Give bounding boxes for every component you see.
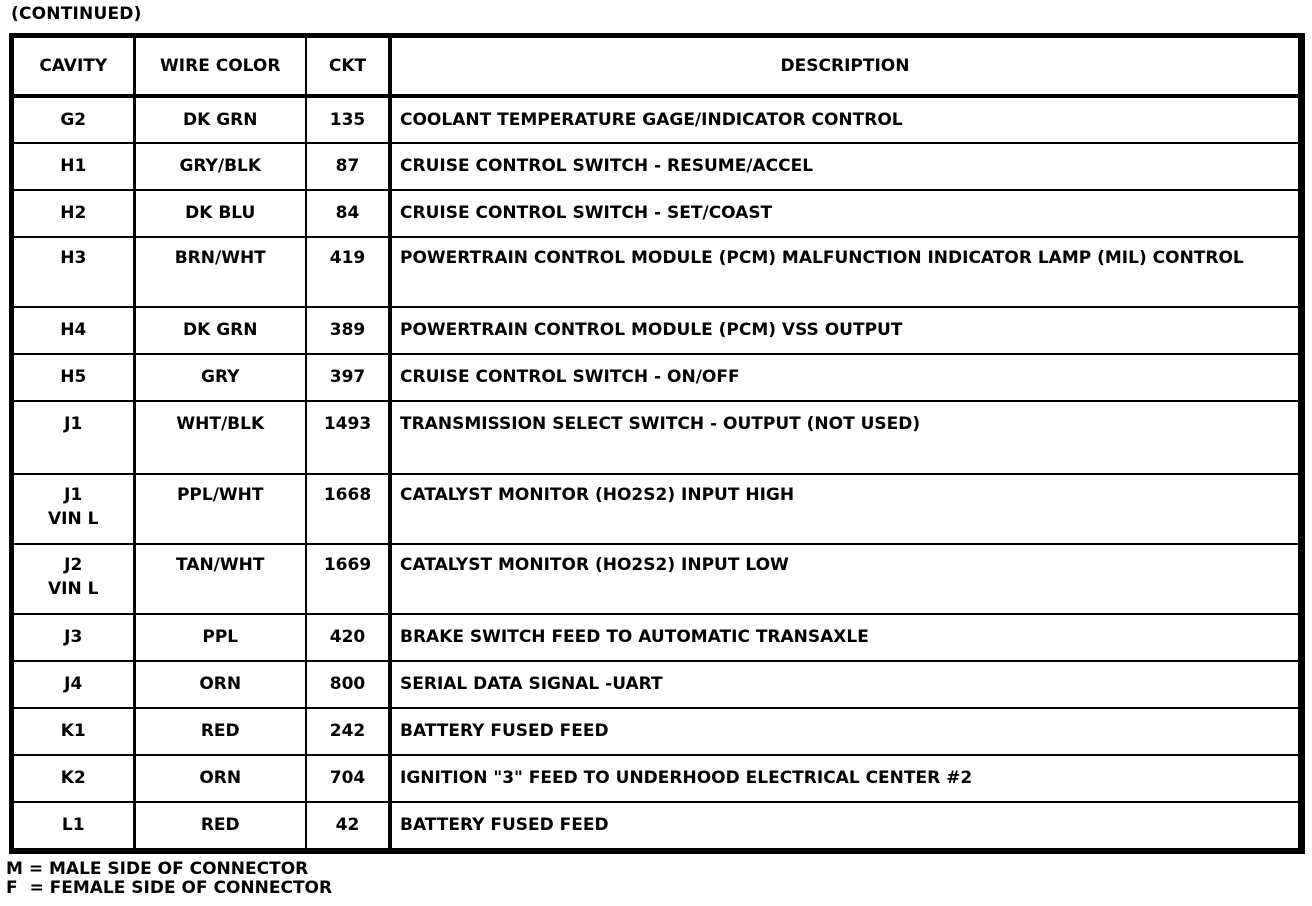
cell-description: CRUISE CONTROL SWITCH - SET/COAST — [390, 190, 1299, 237]
continued-label: (CONTINUED) — [11, 4, 142, 24]
cell-cavity — [13, 661, 134, 708]
cavity-text: L1 — [61, 815, 85, 835]
table-body — [13, 96, 1299, 849]
cell-ckt: 135 — [306, 96, 390, 143]
cell-ckt: 84 — [306, 190, 390, 237]
cell-description: COOLANT TEMPERATURE GAGE/INDICATOR CONTROL — [390, 96, 1299, 143]
cavity-text: H4 — [60, 320, 87, 340]
column-header-wire-color: WIRE COLOR — [134, 37, 306, 96]
table-row — [13, 190, 1299, 237]
cell-ckt: 800 — [306, 661, 390, 708]
cavity-text: J4 — [64, 674, 83, 694]
cell-cavity — [13, 401, 134, 474]
cell-wire-color: PPL — [134, 614, 306, 661]
cell-description: CRUISE CONTROL SWITCH - ON/OFF — [390, 354, 1299, 401]
table-row — [13, 474, 1299, 544]
table-row — [13, 354, 1299, 401]
cell-ckt: 242 — [306, 708, 390, 755]
cell-description: CATALYST MONITOR (HO2S2) INPUT LOW — [390, 544, 1299, 614]
table-row — [13, 661, 1299, 708]
cavity-text: VIN L — [48, 579, 99, 599]
cell-description: BATTERY FUSED FEED — [390, 708, 1299, 755]
cell-wire-color: RED — [134, 802, 306, 849]
cell-cavity — [13, 708, 134, 755]
cell-cavity — [13, 354, 134, 401]
cell-wire-color: GRY/BLK — [134, 143, 306, 190]
table-row — [13, 143, 1299, 190]
cell-cavity — [13, 96, 134, 143]
cell-wire-color: ORN — [134, 661, 306, 708]
cell-wire-color: ORN — [134, 755, 306, 802]
cell-cavity — [13, 190, 134, 237]
column-header-description: DESCRIPTION — [390, 37, 1299, 96]
table-row — [13, 614, 1299, 661]
cell-cavity — [13, 544, 134, 614]
cavity-text: H1 — [60, 156, 87, 176]
cell-wire-color: TAN/WHT — [134, 544, 306, 614]
cell-cavity — [13, 614, 134, 661]
cell-cavity — [13, 802, 134, 849]
cell-ckt: 397 — [306, 354, 390, 401]
cell-ckt: 419 — [306, 237, 390, 307]
cell-wire-color: PPL/WHT — [134, 474, 306, 544]
cavity-text: VIN L — [48, 509, 99, 529]
connector-table — [9, 33, 1305, 854]
legend-male: M = MALE SIDE OF CONNECTOR — [6, 859, 309, 879]
table-row — [13, 544, 1299, 614]
cell-cavity — [13, 237, 134, 307]
cell-ckt: 1493 — [306, 401, 390, 474]
cell-ckt: 420 — [306, 614, 390, 661]
table-row — [13, 96, 1299, 143]
cell-wire-color: DK GRN — [134, 307, 306, 354]
cell-description: BATTERY FUSED FEED — [390, 802, 1299, 849]
cell-wire-color: RED — [134, 708, 306, 755]
cell-ckt: 704 — [306, 755, 390, 802]
column-header-ckt: CKT — [306, 37, 390, 96]
legend — [6, 860, 332, 898]
cavity-text: K1 — [60, 721, 86, 741]
cell-description: POWERTRAIN CONTROL MODULE (PCM) VSS OUTPUT — [390, 307, 1299, 354]
cell-ckt: 42 — [306, 802, 390, 849]
cell-description: POWERTRAIN CONTROL MODULE (PCM) MALFUNCTION INDICATOR LAMP (MIL) CONTROL — [390, 237, 1299, 307]
table-row — [13, 802, 1299, 849]
cell-ckt: 389 — [306, 307, 390, 354]
cell-cavity — [13, 755, 134, 802]
cavity-text: J1 — [64, 485, 83, 505]
table-row — [13, 755, 1299, 802]
cell-wire-color: BRN/WHT — [134, 237, 306, 307]
cell-description: TRANSMISSION SELECT SWITCH - OUTPUT (NOT USED) — [390, 401, 1299, 474]
cell-wire-color: DK BLU — [134, 190, 306, 237]
cavity-text: H3 — [60, 248, 87, 268]
cell-ckt: 1668 — [306, 474, 390, 544]
cavity-text: K2 — [60, 768, 86, 788]
cell-wire-color: DK GRN — [134, 96, 306, 143]
table-row — [13, 708, 1299, 755]
connector-table-grid — [12, 36, 1300, 850]
cell-description: CATALYST MONITOR (HO2S2) INPUT HIGH — [390, 474, 1299, 544]
cavity-text: J3 — [64, 627, 83, 647]
column-header-cavity: CAVITY — [13, 37, 134, 96]
cell-description: IGNITION "3" FEED TO UNDERHOOD ELECTRICAL CENTER #2 — [390, 755, 1299, 802]
table-row — [13, 237, 1299, 307]
cell-description: SERIAL DATA SIGNAL -UART — [390, 661, 1299, 708]
cell-cavity — [13, 474, 134, 544]
cavity-text: H5 — [60, 367, 87, 387]
cavity-text: J1 — [64, 414, 83, 434]
table-row — [13, 307, 1299, 354]
cell-wire-color: GRY — [134, 354, 306, 401]
cell-ckt: 1669 — [306, 544, 390, 614]
cell-ckt: 87 — [306, 143, 390, 190]
cell-description: CRUISE CONTROL SWITCH - RESUME/ACCEL — [390, 143, 1299, 190]
cavity-text: H2 — [60, 203, 87, 223]
cavity-text: G2 — [60, 110, 87, 130]
table-row — [13, 401, 1299, 474]
cavity-text: J2 — [64, 555, 83, 575]
cell-wire-color: WHT/BLK — [134, 401, 306, 474]
cell-cavity — [13, 307, 134, 354]
cell-cavity — [13, 143, 134, 190]
legend-female: F = FEMALE SIDE OF CONNECTOR — [6, 878, 333, 898]
cell-description: BRAKE SWITCH FEED TO AUTOMATIC TRANSAXLE — [390, 614, 1299, 661]
table-header-row — [13, 37, 1299, 96]
